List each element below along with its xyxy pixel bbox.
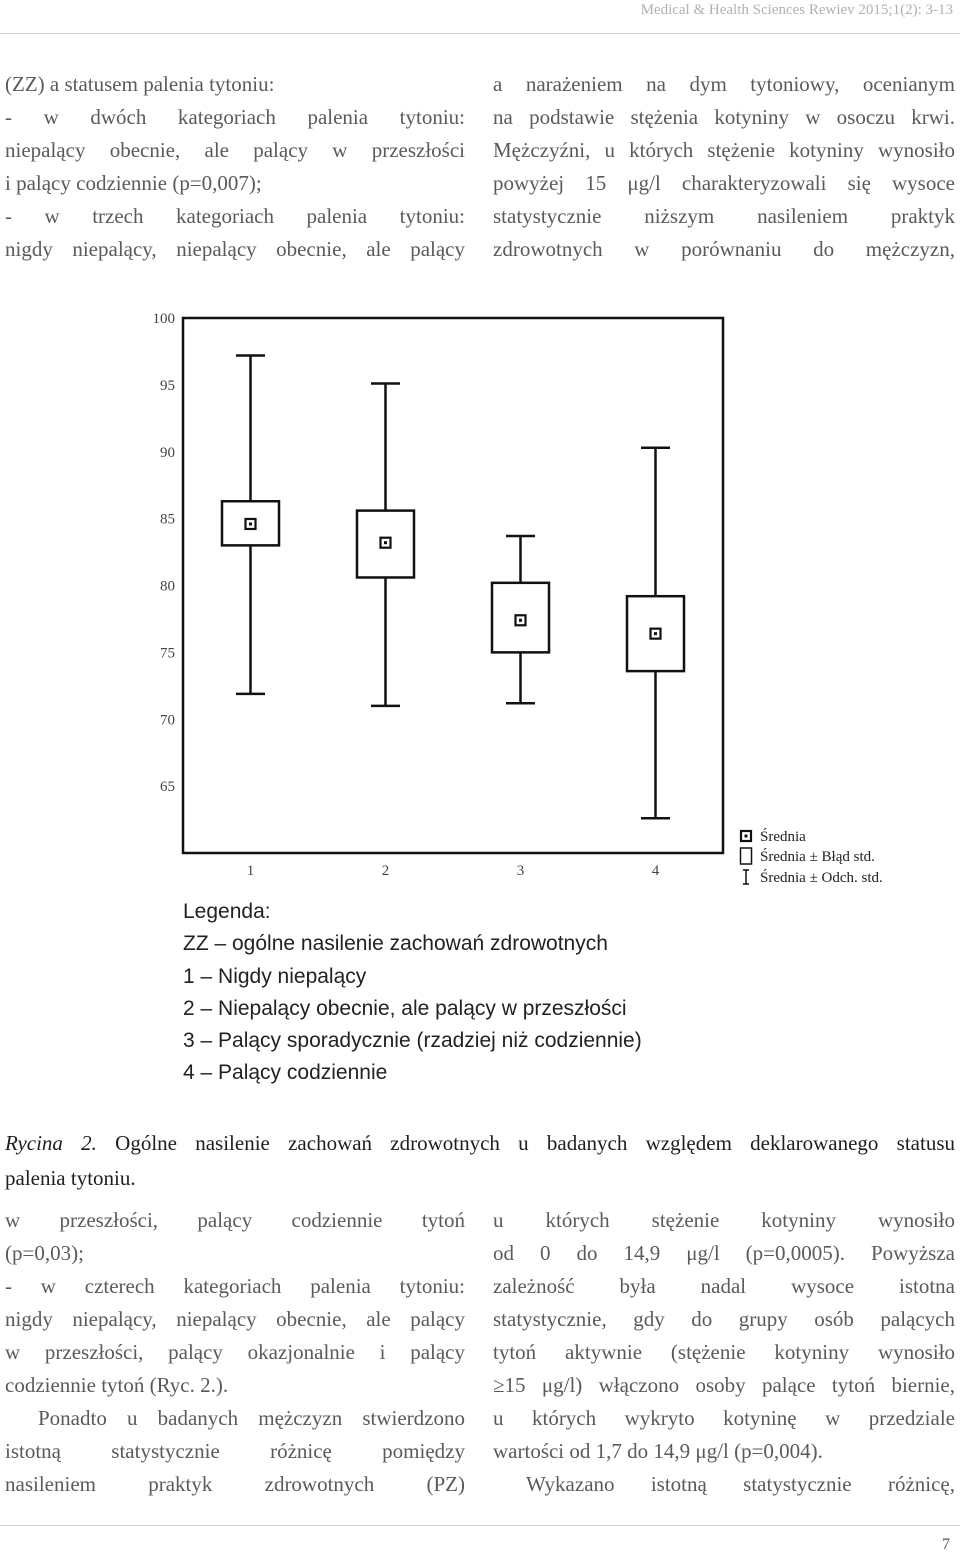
text-line: statystycznie niższym nasileniem praktyk bbox=[493, 204, 955, 228]
caption-label: Rycina 2. bbox=[5, 1131, 97, 1155]
text-line: powyżej 15 μg/l charakteryzowali się wysoce bbox=[493, 171, 955, 195]
figure-legend-item: 4 – Palący codziennie bbox=[183, 1061, 388, 1085]
text-line: u których stężenie kotyniny wynosiło bbox=[493, 1208, 955, 1232]
text-line: tytoń aktywnie (stężenie kotyniny wynosiło bbox=[493, 1340, 955, 1364]
legend-mean-marker-dot bbox=[745, 835, 748, 838]
header-rule bbox=[0, 33, 960, 34]
text-line: (p=0,03); bbox=[5, 1241, 84, 1265]
text-line: zależność była nadal wysoce istotna bbox=[493, 1274, 955, 1298]
text-line: Wykazano istotną statystycznie różnicę, bbox=[526, 1472, 955, 1496]
text-line: (ZZ) a statusem palenia tytoniu: bbox=[5, 72, 275, 96]
legend-se-marker bbox=[741, 848, 752, 864]
text-line: w przeszłości, palący okazjonalnie i palący bbox=[5, 1340, 465, 1364]
footer-rule bbox=[0, 1525, 960, 1526]
text-line: i palący codziennie (p=0,007); bbox=[5, 171, 262, 195]
top-left-column bbox=[5, 68, 465, 266]
text-line: istotną statystycznie różnicę pomiędzy bbox=[5, 1439, 465, 1463]
text-line: statystycznie, gdy do grupy osób palących bbox=[493, 1307, 955, 1331]
text-line: - w czterech kategoriach palenia tytoniu: bbox=[5, 1274, 465, 1298]
mean-marker-dot bbox=[249, 522, 252, 525]
bottom-right-column bbox=[493, 1204, 955, 1501]
figure-legend-item: 3 – Palący sporadycznie (rzadziej niż codziennie) bbox=[183, 1029, 642, 1053]
box-plot-chart bbox=[130, 290, 930, 900]
text-line: ≥15 μg/l) włączono osoby palące tytoń biernie, bbox=[493, 1373, 955, 1397]
text-line: wartości od 1,7 do 14,9 μg/l (p=0,004). bbox=[493, 1439, 823, 1463]
legend-label: Średnia ± Odch. std. bbox=[760, 870, 883, 886]
x-tick-label: 3 bbox=[516, 863, 525, 879]
text-line: nigdy niepalący, niepalący obecnie, ale palący bbox=[5, 1307, 465, 1331]
y-tick-label: 70 bbox=[160, 712, 175, 729]
text-line: Mężczyźni, u których stężenie kotyniny wynosiło bbox=[493, 138, 955, 162]
caption-text: Ogólne nasilenie zachowań zdrowotnych u badanych względem deklarowanego statusu bbox=[115, 1131, 955, 1155]
text-line: od 0 do 14,9 μg/l (p=0,0005). Powyższa bbox=[493, 1241, 955, 1265]
running-header: Medical & Health Sciences Rewiev 2015;1(2): 3-13 bbox=[640, 2, 953, 18]
text-line: Ponadto u badanych mężczyzn stwierdzono bbox=[38, 1406, 465, 1430]
bottom-left-column bbox=[5, 1204, 465, 1501]
y-tick-label: 85 bbox=[160, 511, 175, 528]
text-line: - w trzech kategoriach palenia tytoniu: bbox=[5, 204, 465, 228]
x-tick-label: 2 bbox=[381, 863, 390, 879]
page-number: 7 bbox=[942, 1536, 950, 1553]
y-tick-label: 80 bbox=[160, 578, 175, 595]
caption-line bbox=[5, 1126, 955, 1161]
caption-line: palenia tytoniu. bbox=[5, 1166, 136, 1190]
y-tick-label: 75 bbox=[160, 645, 175, 662]
figure-legend-title: Legenda: bbox=[183, 900, 271, 923]
mean-marker-dot bbox=[384, 541, 387, 544]
text-line: nigdy niepalący, niepalący obecnie, ale palący bbox=[5, 237, 465, 261]
legend-label: Średnia ± Błąd std. bbox=[760, 849, 875, 865]
text-line: - w dwóch kategoriach palenia tytoniu: bbox=[5, 105, 465, 129]
text-line: niepalący obecnie, ale palący w przeszłości bbox=[5, 138, 465, 162]
top-right-column bbox=[493, 68, 955, 266]
y-tick-label: 100 bbox=[152, 311, 175, 327]
x-tick-label: 1 bbox=[246, 863, 255, 879]
text-line: na podstawie stężenia kotyniny w osoczu krwi. bbox=[493, 105, 955, 129]
y-tick-label: 90 bbox=[160, 444, 175, 461]
mean-marker-dot bbox=[519, 619, 522, 622]
y-tick-label: 95 bbox=[160, 377, 175, 394]
x-tick-label: 4 bbox=[651, 863, 660, 879]
figure-legend-item: 2 – Niepalący obecnie, ale palący w przeszłości bbox=[183, 996, 627, 1020]
legend-label: Średnia bbox=[760, 829, 806, 845]
plot-frame bbox=[183, 318, 723, 853]
y-tick-label: 65 bbox=[160, 779, 175, 796]
text-line: codziennie tytoń (Ryc. 2.). bbox=[5, 1373, 229, 1397]
text-line: w przeszłości, palący codziennie tytoń bbox=[5, 1208, 465, 1232]
figure-legend-item: 1 – Nigdy niepalący bbox=[183, 964, 367, 988]
mean-marker-dot bbox=[654, 632, 657, 635]
text-line: a narażeniem na dym tytoniowy, ocenianym bbox=[493, 72, 955, 96]
text-line: nasileniem praktyk zdrowotnych (PZ) bbox=[5, 1472, 465, 1496]
text-line: u których wykryto kotyninę w przedziale bbox=[493, 1406, 955, 1430]
figure-legend bbox=[183, 896, 642, 1090]
figure-legend-item: ZZ – ogólne nasilenie zachowań zdrowotnych bbox=[183, 932, 608, 956]
text-line: zdrowotnych w porównaniu do mężczyzn, bbox=[493, 237, 955, 261]
figure-caption bbox=[5, 1126, 955, 1196]
